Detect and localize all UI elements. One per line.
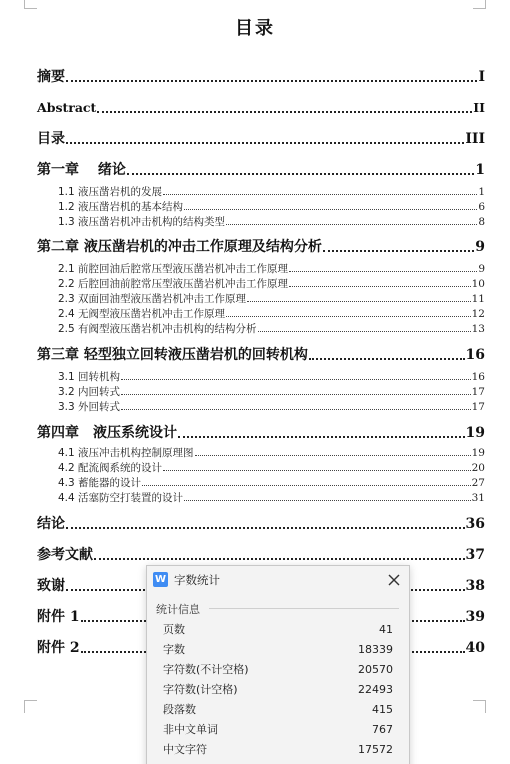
toc-leader-dots bbox=[121, 379, 471, 380]
toc-entry-label: 2.4 无阀型液压凿岩机冲击工作原理 bbox=[58, 308, 226, 320]
toc-section-entry[interactable] bbox=[58, 185, 485, 199]
stat-row bbox=[163, 700, 393, 720]
toc-entry-label: 目录 bbox=[37, 131, 65, 147]
toc-entry-label: 第二章 液压凿岩机的冲击工作原理及结构分析 bbox=[37, 239, 322, 255]
toc-entry-label: 第三章 轻型独立回转液压凿岩机的回转机构 bbox=[37, 347, 308, 363]
stat-row bbox=[163, 740, 393, 760]
stat-row bbox=[163, 680, 393, 700]
toc-page-number: 37 bbox=[465, 547, 485, 563]
toc-entry-label: 3.1 回转机构 bbox=[58, 371, 121, 383]
toc-entry-label: 2.2 后腔回油前腔常压型液压凿岩机冲击工作原理 bbox=[58, 278, 289, 290]
toc-leader-dots bbox=[184, 209, 477, 210]
toc-section-entry[interactable] bbox=[58, 400, 485, 414]
toc-entry-label: 附件 1 bbox=[37, 609, 80, 625]
toc-chapter-entry[interactable] bbox=[37, 99, 485, 117]
toc-page-number: 11 bbox=[471, 293, 485, 305]
toc-chapter-entry[interactable] bbox=[37, 238, 485, 256]
toc-entry-label: 3.2 内回转式 bbox=[58, 386, 121, 398]
toc-chapter-entry[interactable] bbox=[37, 424, 485, 442]
toc-entry-label: 2.5 有阀型液压凿岩机冲击机构的结构分析 bbox=[58, 323, 257, 335]
toc-entry-label: 1.3 液压凿岩机冲击机构的结构类型 bbox=[58, 216, 226, 228]
toc-page-number: 16 bbox=[471, 371, 485, 383]
toc-entry-label: 第四章 液压系统设计 bbox=[37, 425, 177, 441]
stat-value: 18339 bbox=[358, 643, 393, 656]
toc-section-entry[interactable] bbox=[58, 476, 485, 490]
toc-title: 目录 bbox=[235, 18, 275, 39]
toc-entry-label: 附件 2 bbox=[37, 640, 80, 656]
toc-section-entry[interactable] bbox=[58, 446, 485, 460]
toc-leader-dots bbox=[97, 111, 472, 113]
toc-page-number: 12 bbox=[471, 308, 485, 320]
toc-entry-label: 第一章 绪论 bbox=[37, 162, 126, 178]
page-corner-mark bbox=[473, 700, 486, 713]
stat-row bbox=[163, 720, 393, 740]
toc-chapter-entry[interactable] bbox=[37, 130, 485, 148]
toc-section-entry[interactable] bbox=[58, 322, 485, 336]
toc-entry-label: 4.4 活塞防空打装置的设计 bbox=[58, 492, 184, 504]
toc-entry-label: 摘要 bbox=[37, 69, 65, 85]
toc-page-number: III bbox=[465, 131, 485, 147]
toc-chapter-entry[interactable] bbox=[37, 346, 485, 364]
stat-label: 段落数 bbox=[163, 703, 196, 716]
toc-section-entry[interactable] bbox=[58, 370, 485, 384]
stat-label: 字符数(不计空格) bbox=[163, 663, 249, 676]
section-divider bbox=[209, 608, 399, 609]
toc-chapter-entry[interactable] bbox=[37, 161, 485, 179]
toc-entry-label: 1.1 液压凿岩机的发展 bbox=[58, 186, 163, 198]
toc-leader-dots bbox=[195, 455, 471, 456]
toc-leader-dots bbox=[258, 331, 471, 332]
toc-page-number: I bbox=[478, 69, 485, 85]
toc-page-number: 38 bbox=[465, 578, 485, 594]
toc-section-entry[interactable] bbox=[58, 292, 485, 306]
toc-leader-dots bbox=[121, 409, 471, 410]
stat-value: 17572 bbox=[358, 743, 393, 756]
stat-row bbox=[163, 620, 393, 640]
toc-page-number: 20 bbox=[471, 462, 485, 474]
toc-entry-label: 参考文献 bbox=[37, 547, 93, 563]
toc-leader-dots bbox=[66, 80, 477, 82]
toc-chapter-entry[interactable] bbox=[37, 68, 485, 86]
toc-page-number: 19 bbox=[471, 447, 485, 459]
toc-entry-label: 2.3 双面回油型液压凿岩机冲击工作原理 bbox=[58, 293, 247, 305]
toc-section-entry[interactable] bbox=[58, 262, 485, 276]
word-count-dialog bbox=[146, 565, 410, 764]
toc-page-number: 13 bbox=[471, 323, 485, 335]
toc-page-number: 17 bbox=[471, 401, 485, 413]
toc-page-number: II bbox=[473, 100, 485, 115]
toc-page-number: 1 bbox=[475, 162, 485, 178]
toc-page-number: 19 bbox=[465, 425, 485, 441]
stat-value: 20570 bbox=[358, 663, 393, 676]
toc-section-entry[interactable] bbox=[58, 200, 485, 214]
toc-leader-dots bbox=[226, 316, 471, 317]
toc-entry-label: 4.1 液压冲击机构控制原理图 bbox=[58, 447, 194, 459]
toc-entry-label: 4.2 配流阀系统的设计 bbox=[58, 462, 163, 474]
toc-entry-label: 2.1 前腔回油后腔常压型液压凿岩机冲击工作原理 bbox=[58, 263, 289, 275]
wps-writer-icon: W bbox=[154, 574, 167, 585]
toc-page-number: 16 bbox=[465, 347, 485, 363]
dialog-header[interactable] bbox=[147, 566, 409, 594]
toc-section-entry[interactable] bbox=[58, 215, 485, 229]
toc-page-number: 27 bbox=[471, 477, 485, 489]
page-corner-mark bbox=[24, 700, 37, 713]
toc-section-entry[interactable] bbox=[58, 491, 485, 505]
toc-page-number: 10 bbox=[471, 278, 485, 290]
toc-page-number: 9 bbox=[475, 239, 485, 255]
stat-label: 字数 bbox=[163, 643, 185, 656]
toc-leader-dots bbox=[309, 358, 465, 360]
toc-leader-dots bbox=[142, 485, 471, 486]
stat-value: 41 bbox=[379, 623, 393, 636]
toc-leader-dots bbox=[127, 173, 474, 175]
toc-leader-dots bbox=[121, 394, 471, 395]
toc-leader-dots bbox=[66, 527, 465, 529]
close-icon[interactable] bbox=[385, 571, 403, 589]
toc-leader-dots bbox=[247, 301, 471, 302]
page-corner-mark bbox=[24, 0, 37, 9]
toc-leader-dots bbox=[289, 271, 477, 272]
stats-section-label: 统计信息 bbox=[156, 603, 200, 616]
toc-leader-dots bbox=[184, 500, 471, 501]
toc-entry-label: 结论 bbox=[37, 516, 65, 532]
stat-value: 767 bbox=[372, 723, 393, 736]
stat-value: 22493 bbox=[358, 683, 393, 696]
stat-label: 页数 bbox=[163, 623, 185, 636]
toc-section-entry[interactable] bbox=[58, 461, 485, 475]
stat-label: 非中文单词 bbox=[163, 723, 218, 736]
toc-leader-dots bbox=[178, 436, 465, 438]
toc-entry-label: 3.3 外回转式 bbox=[58, 401, 121, 413]
toc-page-number: 8 bbox=[478, 216, 485, 228]
stat-row bbox=[163, 640, 393, 660]
toc-chapter-entry[interactable] bbox=[37, 546, 485, 564]
stat-value: 415 bbox=[372, 703, 393, 716]
toc-section-entry[interactable] bbox=[58, 307, 485, 321]
stats-list bbox=[163, 620, 393, 760]
toc-section-entry[interactable] bbox=[58, 277, 485, 291]
toc-entry-label: 致谢 bbox=[37, 578, 65, 594]
toc-leader-dots bbox=[226, 224, 477, 225]
toc-page-number: 9 bbox=[478, 263, 485, 275]
toc-page-number: 6 bbox=[478, 201, 485, 213]
toc-chapter-entry[interactable] bbox=[37, 515, 485, 533]
toc-page-number: 17 bbox=[471, 386, 485, 398]
toc-section-entry[interactable] bbox=[58, 385, 485, 399]
toc-leader-dots bbox=[289, 286, 471, 287]
stat-label: 中文字符 bbox=[163, 743, 207, 756]
stat-label: 字符数(计空格) bbox=[163, 683, 238, 696]
toc-entry-label: 1.2 液压凿岩机的基本结构 bbox=[58, 201, 184, 213]
stat-row bbox=[163, 660, 393, 680]
toc-leader-dots bbox=[163, 470, 471, 471]
toc-leader-dots bbox=[323, 250, 474, 252]
toc-page-number: 36 bbox=[465, 516, 485, 532]
dialog-title: 字数统计 bbox=[174, 573, 220, 587]
toc-entry-label: Abstract bbox=[37, 100, 97, 115]
toc-leader-dots bbox=[94, 558, 465, 560]
toc-entry-label: 4.3 蓄能器的设计 bbox=[58, 477, 142, 489]
toc-page-number: 1 bbox=[478, 186, 485, 198]
toc-page-number: 39 bbox=[465, 609, 485, 625]
toc-page-number: 31 bbox=[471, 492, 485, 504]
toc-leader-dots bbox=[66, 142, 464, 144]
page-corner-mark bbox=[473, 0, 486, 9]
toc-page-number: 40 bbox=[465, 640, 485, 656]
toc-leader-dots bbox=[163, 194, 477, 195]
